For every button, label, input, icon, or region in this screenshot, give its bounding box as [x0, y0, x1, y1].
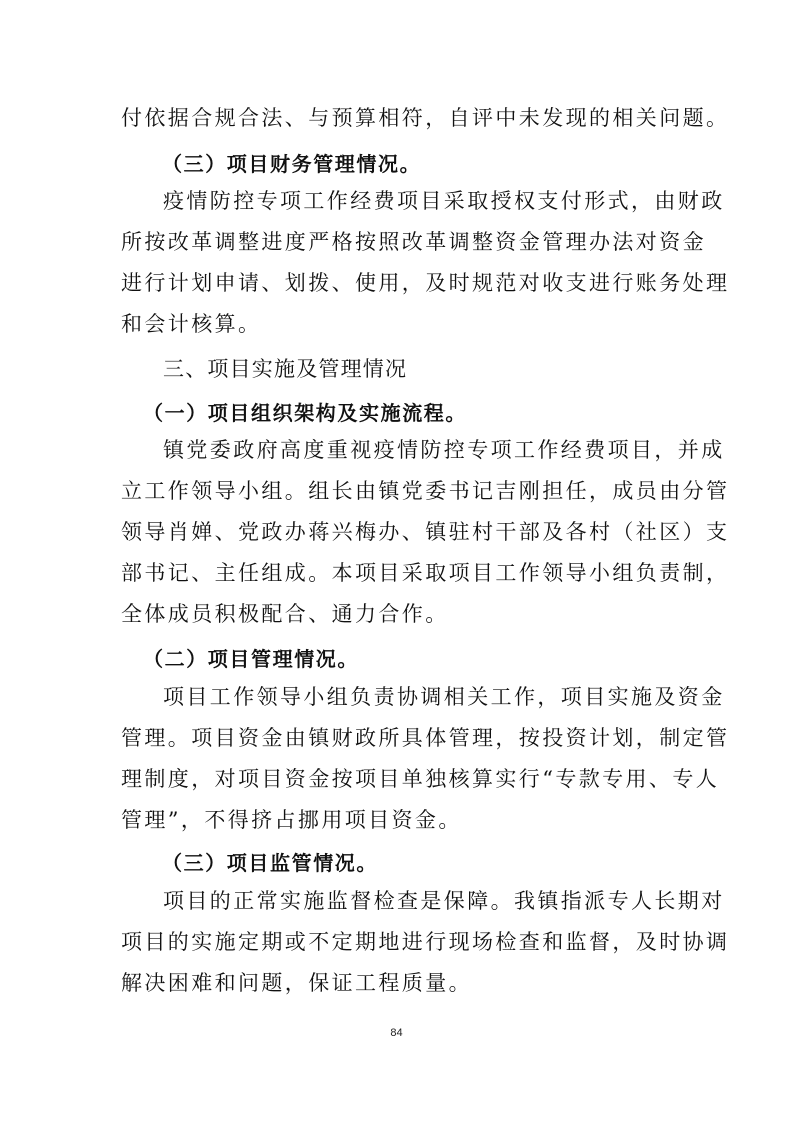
- paragraph-line: 所按改革调整进度严格按照改革调整资金管理办法对资金: [121, 230, 706, 254]
- paragraph-line: 全体成员积极配合、通力合作。: [121, 602, 449, 626]
- paragraph-line: 领导肖婵、党政办蒋兴梅办、镇驻村干部及各村（社区）支: [121, 520, 730, 544]
- paragraph-line: 立工作领导小组。组长由镇党委书记吉刚担任，成员由分管: [121, 479, 730, 503]
- subheading-finance-management: （三）项目财务管理情况。: [162, 152, 422, 176]
- paragraph-line: 疫情防控专项工作经费项目采取授权支付形式，由财政: [163, 189, 725, 213]
- subheading-supervision: （三）项目监管情况。: [162, 851, 378, 875]
- paragraph-line: 项目工作领导小组负责协调相关工作，项目实施及资金: [163, 685, 725, 709]
- paragraph-line: 理制度，对项目资金按项目单独核算实行“专款专用、专人: [121, 767, 720, 791]
- paragraph-line: 和会计核算。: [121, 312, 262, 336]
- paragraph-line: 项目的实施定期或不定期地进行现场检查和监督，及时协调: [121, 930, 730, 954]
- paragraph-line: 付依据合规合法、与预算相符，自评中未发现的相关问题。: [121, 106, 730, 130]
- page-number: 84: [390, 1027, 403, 1039]
- paragraph-line: 管理。项目资金由镇财政所具体管理，按投资计划，制定管: [121, 726, 730, 750]
- paragraph-line: 进行计划申请、划拨、使用，及时规范对收支进行账务处理: [121, 271, 730, 295]
- paragraph-line: 管理”，不得挤占挪用项目资金。: [121, 808, 462, 832]
- paragraph-line: 项目的正常实施监督检查是保障。我镇指派专人长期对: [163, 889, 725, 913]
- paragraph-line: 解决困难和问题，保证工程质量。: [121, 971, 472, 995]
- subheading-project-management: （二）项目管理情况。: [143, 647, 359, 671]
- paragraph-line: 镇党委政府高度重视疫情防控专项工作经费项目，并成: [163, 438, 725, 462]
- subheading-organization: （一）项目组织架构及实施流程。: [143, 401, 467, 425]
- paragraph-line: 部书记、主任组成。本项目采取项目工作领导小组负责制，: [121, 561, 730, 585]
- section-heading-implementation: 三、项目实施及管理情况: [163, 357, 408, 381]
